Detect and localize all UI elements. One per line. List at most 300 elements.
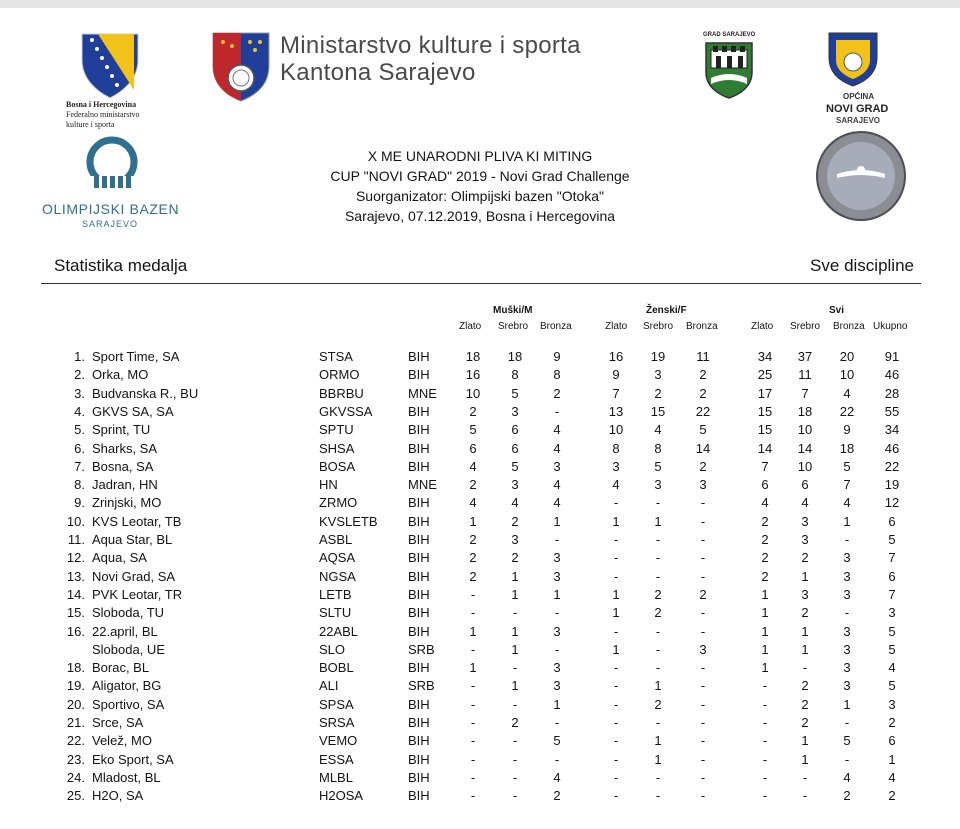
- team-code: HN: [319, 477, 338, 493]
- country: BIH: [408, 550, 430, 566]
- team-code: KVSLETB: [319, 513, 378, 529]
- female-srebro: -: [655, 769, 661, 785]
- female-bronza: -: [700, 696, 706, 712]
- all-zlato: -: [762, 678, 768, 694]
- male-zlato: 16: [465, 367, 481, 383]
- team-name: Srce, SA: [92, 715, 144, 730]
- team-name: Sloboda, TU: [92, 605, 165, 621]
- female-zlato: 3: [612, 458, 620, 474]
- country: BIH: [408, 458, 430, 474]
- male-zlato: 2: [469, 568, 477, 584]
- all-bronza: 3: [843, 550, 851, 566]
- all-ukupno: 6: [888, 513, 896, 529]
- team-code: ESSA: [319, 751, 354, 767]
- table-row: [0, 659, 960, 677]
- male-bronza: 3: [553, 678, 561, 694]
- female-zlato: 1: [612, 513, 620, 529]
- all-bronza: -: [844, 532, 850, 547]
- male-zlato: -: [470, 696, 476, 712]
- male-zlato: 6: [469, 440, 477, 456]
- male-zlato: -: [470, 715, 476, 730]
- all-bronza: 10: [839, 367, 855, 383]
- all-srebro: 37: [797, 349, 813, 364]
- female-srebro: 2: [654, 696, 662, 712]
- female-bronza: -: [700, 678, 706, 694]
- team-code: ORMO: [319, 367, 360, 383]
- all-srebro: 2: [801, 715, 809, 730]
- all-srebro: 3: [801, 513, 809, 529]
- team-code: ALI: [319, 678, 339, 694]
- male-zlato: 2: [469, 403, 477, 419]
- male-zlato: -: [470, 678, 476, 694]
- all-ukupno: 19: [884, 477, 900, 493]
- male-zlato: 5: [469, 422, 477, 438]
- female-srebro: 2: [654, 586, 662, 602]
- female-bronza: 2: [699, 385, 707, 401]
- team-code: SRSA: [319, 715, 355, 730]
- all-ukupno: 4: [888, 769, 896, 785]
- female-srebro: -: [655, 660, 661, 676]
- male-bronza: 3: [553, 660, 561, 676]
- team-name: Zrinjski, MO: [92, 495, 162, 511]
- table-row: [0, 513, 960, 531]
- all-bronza: 5: [843, 458, 851, 474]
- all-ukupno: 5: [888, 532, 896, 547]
- team-name: Aqua Star, BL: [92, 532, 173, 547]
- male-bronza: 4: [553, 477, 561, 493]
- all-ukupno: 7: [888, 550, 896, 566]
- male-srebro: 6: [511, 422, 519, 438]
- team-name: Borac, BL: [92, 660, 150, 676]
- all-srebro: 6: [801, 477, 809, 493]
- female-bronza: 2: [699, 367, 707, 383]
- team-name: Orka, MO: [92, 367, 149, 383]
- ministry-title: [280, 32, 581, 86]
- all-ukupno: 2: [888, 715, 896, 730]
- all-zlato: 1: [761, 623, 769, 639]
- female-bronza: 11: [696, 349, 710, 364]
- country: BIH: [408, 403, 430, 419]
- female-bronza: -: [700, 788, 706, 804]
- rank: 8.: [74, 477, 85, 493]
- team-name: Jadran, HN: [92, 477, 158, 493]
- female-zlato: 10: [608, 422, 624, 438]
- rank: 25.: [66, 788, 85, 804]
- col-header-all-ukupno: Ukupno: [873, 321, 908, 332]
- team-code: SLO: [319, 641, 346, 657]
- table-row: [0, 641, 960, 659]
- all-zlato: 15: [757, 403, 773, 419]
- female-zlato: -: [613, 769, 619, 785]
- female-srebro: -: [655, 788, 661, 804]
- all-ukupno: 5: [888, 623, 896, 639]
- all-bronza: -: [844, 751, 850, 767]
- swimmer-badge-logo: [815, 130, 907, 222]
- all-zlato: 4: [761, 495, 769, 511]
- all-zlato: 2: [761, 550, 769, 566]
- col-header-all-zlato: Zlato: [751, 321, 774, 332]
- female-zlato: 1: [612, 586, 620, 602]
- table-row: [0, 385, 960, 403]
- male-bronza: -: [554, 532, 560, 547]
- male-zlato: 4: [469, 458, 477, 474]
- male-zlato: 10: [465, 385, 481, 401]
- all-srebro: 7: [801, 385, 809, 401]
- table-row: [0, 714, 960, 732]
- all-ukupno: 12: [884, 495, 900, 511]
- all-ukupno: 2: [888, 788, 896, 804]
- team-code: LETB: [319, 586, 352, 602]
- group-header-male: Muški/M: [493, 305, 533, 316]
- col-header-all-srebro: Srebro: [790, 321, 821, 332]
- country: BIH: [408, 586, 430, 602]
- team-name: Aligator, BG: [92, 678, 162, 694]
- male-bronza: -: [554, 403, 560, 419]
- team-code: SPTU: [319, 422, 354, 438]
- all-bronza: 4: [843, 495, 851, 511]
- all-srebro: 2: [801, 678, 809, 694]
- all-bronza: 3: [843, 660, 851, 676]
- female-bronza: -: [700, 605, 706, 621]
- female-zlato: -: [613, 715, 619, 730]
- col-header-male-bronza: Bronza: [540, 321, 572, 332]
- male-bronza: 1: [553, 513, 561, 529]
- all-ukupno: 91: [884, 349, 900, 364]
- all-srebro: 3: [801, 586, 809, 602]
- col-header-male-srebro: Srebro: [498, 321, 529, 332]
- all-srebro: 18: [797, 403, 813, 419]
- rank: 18.: [66, 660, 85, 676]
- all-bronza: 9: [843, 422, 851, 438]
- opcina-line1: OPĆINA: [843, 92, 875, 101]
- all-srebro: 3: [801, 532, 809, 547]
- team-name: 22.april, BL: [92, 623, 158, 639]
- female-srebro: 3: [654, 477, 662, 493]
- ministry-line1: Ministarstvo kulture i sporta: [280, 32, 581, 59]
- all-ukupno: 6: [888, 568, 896, 584]
- bih-caption-line1: Bosna i Hercegovina: [66, 100, 137, 109]
- team-name: H2O, SA: [92, 788, 144, 804]
- male-bronza: 2: [553, 788, 561, 804]
- country: SRB: [408, 678, 435, 694]
- country: BIH: [408, 495, 430, 511]
- table-row: [0, 403, 960, 421]
- rank: 24.: [66, 769, 85, 785]
- team-code: SHSA: [319, 440, 355, 456]
- table-row: [0, 531, 960, 549]
- team-code: ZRMO: [319, 495, 358, 511]
- team-code: NGSA: [319, 568, 356, 584]
- country: BIH: [408, 513, 430, 529]
- all-srebro: 10: [797, 458, 813, 474]
- all-bronza: 4: [843, 769, 851, 785]
- team-code: H2OSA: [319, 788, 364, 804]
- all-zlato: 7: [761, 458, 769, 474]
- female-bronza: 2: [699, 586, 707, 602]
- female-srebro: 1: [654, 513, 662, 529]
- all-srebro: -: [802, 788, 808, 804]
- col-header-female-bronza: Bronza: [686, 321, 718, 332]
- female-srebro: -: [655, 568, 661, 584]
- country: MNE: [408, 477, 437, 493]
- all-zlato: -: [762, 696, 768, 712]
- all-ukupno: 7: [888, 586, 896, 602]
- team-code: ASBL: [319, 532, 353, 547]
- female-zlato: 1: [612, 641, 620, 657]
- male-zlato: -: [470, 788, 476, 804]
- male-bronza: -: [554, 751, 560, 767]
- male-srebro: -: [512, 696, 518, 712]
- female-bronza: -: [700, 769, 706, 785]
- group-header-female: Ženski/F: [646, 305, 687, 316]
- country: BIH: [408, 660, 430, 676]
- female-srebro: 19: [650, 349, 666, 364]
- male-bronza: 8: [553, 367, 561, 383]
- all-zlato: -: [762, 769, 768, 785]
- all-srebro: 1: [801, 733, 809, 749]
- rank: 10.: [66, 513, 85, 529]
- table-row: [0, 366, 960, 384]
- male-srebro: 3: [511, 477, 519, 493]
- rank: 19.: [66, 678, 85, 694]
- male-zlato: -: [470, 733, 476, 749]
- opcina-novi-grad-logo: [826, 30, 880, 88]
- rank: 21.: [66, 715, 85, 730]
- team-code: MLBL: [319, 769, 353, 785]
- all-zlato: 14: [757, 440, 773, 456]
- male-bronza: 4: [553, 495, 561, 511]
- female-bronza: -: [700, 733, 706, 749]
- all-ukupno: 5: [888, 678, 896, 694]
- team-name: Sloboda, UE: [92, 641, 165, 657]
- country: MNE: [408, 385, 437, 401]
- all-bronza: 7: [843, 477, 851, 493]
- table-row: [0, 677, 960, 695]
- all-ukupno: 5: [888, 641, 896, 657]
- country: BIH: [408, 422, 430, 438]
- male-zlato: -: [470, 751, 476, 767]
- rank: 12.: [66, 550, 85, 566]
- male-srebro: -: [512, 605, 518, 621]
- all-srebro: 14: [797, 440, 813, 456]
- all-srebro: 2: [801, 605, 809, 621]
- male-zlato: 1: [469, 660, 477, 676]
- male-bronza: 4: [553, 422, 561, 438]
- opcina-line3: SARAJEVO: [836, 116, 881, 125]
- rank: 4.: [74, 403, 85, 419]
- male-bronza: 3: [553, 550, 561, 566]
- all-ukupno: 6: [888, 733, 896, 749]
- team-name: Sport Time, SA: [92, 349, 180, 364]
- country: BIH: [408, 696, 430, 712]
- female-bronza: 2: [699, 458, 707, 474]
- male-bronza: 1: [553, 696, 561, 712]
- all-zlato: 17: [757, 385, 773, 401]
- table-row: [0, 696, 960, 714]
- all-bronza: -: [844, 715, 850, 730]
- all-srebro: 11: [798, 367, 812, 383]
- team-code: AQSA: [319, 550, 356, 566]
- country: BIH: [408, 733, 430, 749]
- all-ukupno: 46: [884, 440, 900, 456]
- female-srebro: 1: [654, 733, 662, 749]
- rank: 15.: [66, 605, 85, 621]
- section-title: Statistika medalja: [54, 256, 188, 275]
- male-zlato: 1: [469, 513, 477, 529]
- group-header-all: Svi: [829, 305, 845, 316]
- male-srebro: 1: [511, 641, 519, 657]
- country: BIH: [408, 623, 430, 639]
- male-srebro: 8: [511, 367, 519, 383]
- male-srebro: -: [512, 751, 518, 767]
- all-zlato: -: [762, 715, 768, 730]
- rank: 2.: [74, 367, 85, 383]
- country: BIH: [408, 568, 430, 584]
- female-srebro: -: [655, 532, 661, 547]
- all-ukupno: 4: [888, 660, 896, 676]
- section-divider: [41, 283, 921, 284]
- team-code: 22ABL: [319, 623, 359, 639]
- grad-sarajevo-logo: [703, 40, 755, 100]
- female-zlato: 13: [608, 403, 624, 419]
- female-srebro: -: [655, 641, 661, 657]
- all-srebro: 1: [801, 751, 809, 767]
- bih-caption-line2: Federalno ministarstvo: [66, 110, 140, 119]
- all-zlato: 1: [761, 605, 769, 621]
- all-srebro: 1: [801, 641, 809, 657]
- all-zlato: -: [762, 751, 768, 767]
- male-zlato: 18: [465, 349, 481, 364]
- male-zlato: -: [470, 641, 476, 657]
- all-zlato: 2: [761, 568, 769, 584]
- team-code: SLTU: [319, 605, 352, 621]
- bih-caption-line3: kulture i sporta: [66, 120, 115, 129]
- team-name: Aqua, SA: [92, 550, 147, 566]
- female-srebro: 1: [654, 678, 662, 694]
- olimpijski-bazen-logo: [76, 136, 148, 198]
- event-info: [300, 146, 660, 226]
- all-ukupno: 28: [884, 385, 900, 401]
- male-bronza: 9: [553, 349, 561, 364]
- canton-crest-logo: [210, 30, 272, 104]
- all-bronza: -: [844, 605, 850, 621]
- team-name: KVS Leotar, TB: [92, 513, 182, 529]
- rank: 11.: [67, 532, 85, 547]
- female-zlato: -: [613, 678, 619, 694]
- all-bronza: 3: [843, 641, 851, 657]
- male-zlato: -: [470, 769, 476, 785]
- male-srebro: 5: [511, 385, 519, 401]
- rank: 7.: [74, 458, 85, 474]
- male-srebro: -: [512, 769, 518, 785]
- all-srebro: 2: [801, 550, 809, 566]
- male-bronza: 3: [553, 458, 561, 474]
- rank: 14.: [66, 586, 85, 602]
- female-zlato: -: [613, 660, 619, 676]
- table-row: [0, 549, 960, 567]
- all-ukupno: 3: [888, 696, 896, 712]
- female-srebro: 8: [654, 440, 662, 456]
- all-ukupno: 34: [884, 422, 900, 438]
- male-srebro: 1: [511, 623, 519, 639]
- male-srebro: -: [512, 733, 518, 749]
- rank: 3.: [74, 385, 85, 401]
- table-row: [0, 458, 960, 476]
- male-srebro: -: [512, 660, 518, 676]
- male-bronza: -: [554, 641, 560, 657]
- team-name: Sprint, TU: [92, 422, 151, 438]
- table-row: [0, 348, 960, 366]
- all-srebro: -: [802, 769, 808, 785]
- all-zlato: -: [762, 788, 768, 804]
- all-bronza: 5: [843, 733, 851, 749]
- all-zlato: -: [762, 733, 768, 749]
- male-zlato: -: [470, 586, 476, 602]
- team-name: Budvanska R., BU: [92, 385, 199, 401]
- all-srebro: 1: [801, 623, 809, 639]
- female-bronza: -: [700, 715, 706, 730]
- table-row: [0, 568, 960, 586]
- olimp-sublabel: SARAJEVO: [82, 219, 139, 229]
- female-srebro: -: [655, 623, 661, 639]
- female-zlato: 8: [612, 440, 620, 456]
- male-zlato: 1: [469, 623, 477, 639]
- female-srebro: 4: [654, 422, 662, 438]
- male-bronza: 1: [553, 586, 561, 602]
- olimp-label: OLIMPIJSKI BAZEN: [42, 201, 180, 217]
- all-ukupno: 3: [888, 605, 896, 621]
- all-ukupno: 22: [884, 458, 900, 474]
- rank: 6.: [74, 440, 85, 456]
- female-bronza: -: [700, 550, 706, 566]
- all-ukupno: 1: [888, 751, 896, 767]
- team-code: VEMO: [319, 733, 358, 749]
- female-bronza: -: [700, 660, 706, 676]
- all-bronza: 3: [843, 568, 851, 584]
- team-name: PVK Leotar, TR: [92, 586, 183, 602]
- male-srebro: 2: [511, 550, 519, 566]
- country: BIH: [408, 715, 430, 730]
- male-bronza: -: [554, 605, 560, 621]
- female-srebro: 5: [654, 458, 662, 474]
- male-srebro: 4: [511, 495, 519, 511]
- rank: 20.: [66, 696, 85, 712]
- female-zlato: -: [613, 733, 619, 749]
- table-row: [0, 787, 960, 805]
- all-bronza: 3: [843, 678, 851, 694]
- female-bronza: -: [700, 751, 706, 767]
- top-bar: [0, 0, 960, 8]
- female-bronza: -: [700, 568, 706, 584]
- team-name: Velež, MO: [92, 733, 152, 749]
- table-row: [0, 751, 960, 769]
- female-zlato: -: [613, 696, 619, 712]
- all-bronza: 2: [843, 788, 851, 804]
- female-zlato: 4: [612, 477, 620, 493]
- female-bronza: 3: [699, 477, 707, 493]
- rank: 9.: [74, 495, 85, 511]
- event-title: X ME UNARODNI PLIVA KI MITING: [367, 148, 593, 164]
- female-bronza: 5: [699, 422, 707, 438]
- table-row: [0, 494, 960, 512]
- col-header-female-srebro: Srebro: [643, 321, 674, 332]
- table-row: [0, 440, 960, 458]
- team-name: Bosna, SA: [92, 458, 154, 474]
- female-zlato: 7: [612, 385, 620, 401]
- event-cup: CUP "NOVI GRAD" 2019 - Novi Grad Challenge: [330, 168, 630, 184]
- female-bronza: 14: [695, 440, 711, 456]
- all-srebro: 10: [797, 422, 813, 438]
